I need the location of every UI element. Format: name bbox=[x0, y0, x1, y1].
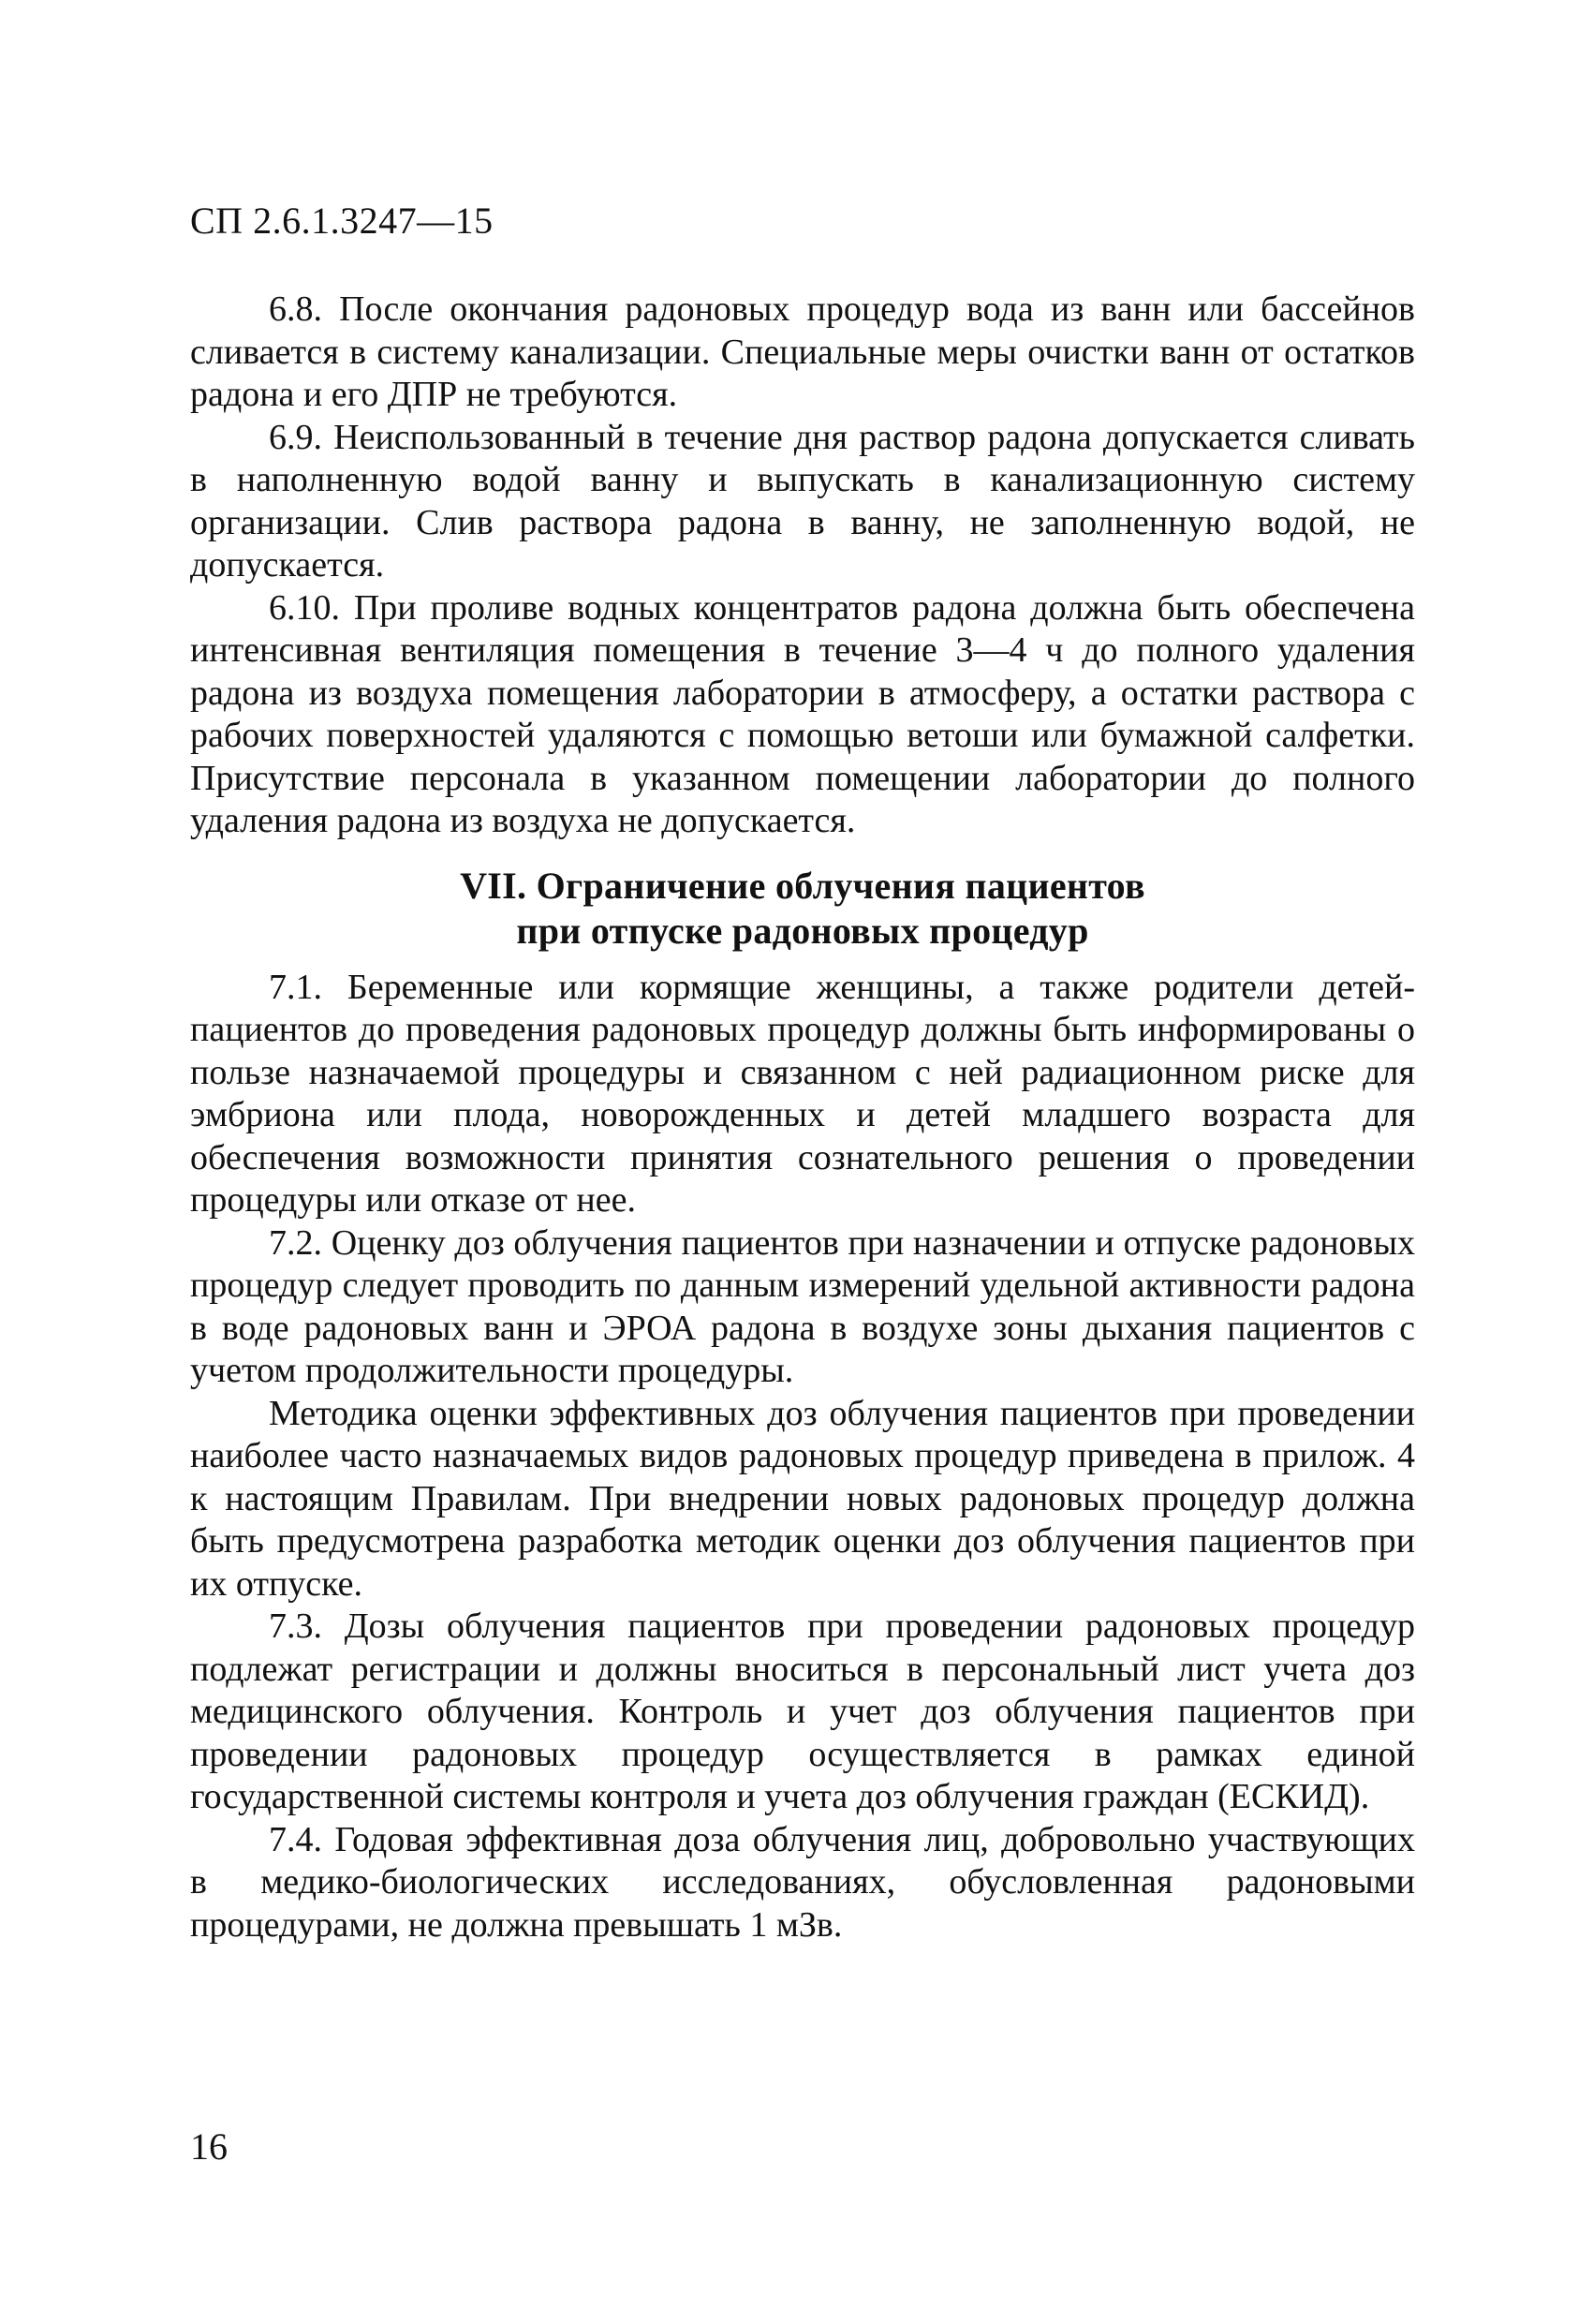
paragraph-7-1: 7.1. Беременные или кормящие женщины, а также родители детей-пациентов до проведения радоновых процедур должны быть информированы о пользе назначаемой процедуры и связанном с ней радиационном риске для эмбриона или плода, новорожденных и детей младшего возраста для обеспечения возможности принятия сознательного решения о проведении процедуры или отказе от нее. bbox=[190, 967, 1415, 1220]
paragraph-7-2: 7.2. Оценку доз облучения пациентов при назначении и отпуске радоновых процедур следует проводить по данным измерений удельной активности радона в воде радоновых ванн и ЭРОА радона в воздухе зоны дыхания пациентов с учетом продолжительности процедуры. bbox=[190, 1222, 1415, 1390]
section-heading bbox=[190, 864, 1415, 954]
page-number: 16 bbox=[190, 2125, 228, 2168]
paragraph-6-8: 6.8. После окончания радоновых процедур вода из ванн или бассейнов сливается в систему канализации. Специальные меры очистки ванн от остатков радона и его ДПР не требуются. bbox=[190, 289, 1415, 414]
document-body bbox=[190, 289, 1415, 1947]
paragraph-6-9: 6.9. Неиспользованный в течение дня раствор радона допускается сливать в наполненную водой ванну и выпускать в канализационную систему организации. Слив раствора радона в ванну, не заполненную водой, не допускается. bbox=[190, 417, 1415, 585]
section-heading-line-2: при отпуске радоновых процедур bbox=[516, 909, 1089, 952]
paragraph-6-10: 6.10. При проливе водных концентратов радона должна быть обеспечена интенсивная вентиляция помещения в течение 3—4 ч до полного удаления радона из воздуха помещения лаборатории в атмосферу, а остатки раствора с рабочих поверхностей удаляются с помощью ветоши или бумажной салфетки. Присутствие персонала в указанном помещении лаборатории до полного удаления радона из воздуха не допускается. bbox=[190, 587, 1415, 840]
paragraph-7-4: 7.4. Годовая эффективная доза облучения лиц, добровольно участвующих в медико-биологических исследованиях, обусловленная радоновыми процедурами, не должна превышать 1 мЗв. bbox=[190, 1819, 1415, 1945]
document-code-header: СП 2.6.1.3247—15 bbox=[190, 200, 494, 242]
paragraph-methodology: Методика оценки эффективных доз облучения пациентов при проведении наиболее часто назначаемых видов радоновых процедур приведена в прилож. 4 к настоящим Правилам. При внедрении новых радоновых процедур должна быть предусмотрена разработка методик оценки доз облучения пациентов при их отпуске. bbox=[190, 1393, 1415, 1604]
section-heading-line-1: VII. Ограничение облучения пациентов bbox=[460, 864, 1145, 907]
paragraph-7-3: 7.3. Дозы облучения пациентов при проведении радоновых процедур подлежат регистрации и должны вноситься в персональный лист учета доз медицинского облучения. Контроль и учет доз облучения пациентов при проведении радоновых процедур осуществляется в рамках единой государственной системы контроля и учета доз облучения граждан (ЕСКИД). bbox=[190, 1606, 1415, 1816]
